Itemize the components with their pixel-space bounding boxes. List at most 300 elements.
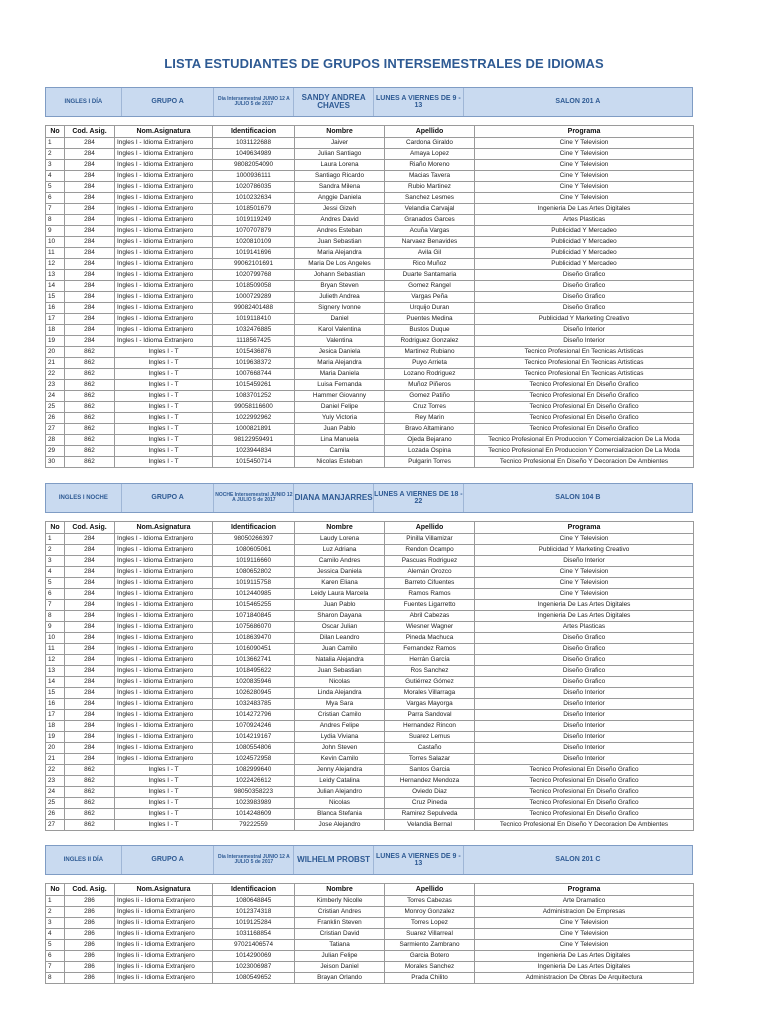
identificacion-cell: 1010232634: [213, 193, 295, 204]
programa-cell: Tecnico Profesional En Diseño Grafico: [475, 798, 694, 809]
identificacion-cell: 1031122688: [213, 138, 295, 149]
cod-asig-cell: 862: [65, 358, 115, 369]
identificacion-cell: 1014272796: [213, 710, 295, 721]
apellido-cell: Oviedo Diaz: [385, 787, 475, 798]
cod-asig-cell: 284: [65, 171, 115, 182]
programa-cell: Administracion De Obras De Arquitectura: [475, 973, 694, 984]
col-programa-header: Programa: [475, 884, 694, 896]
nombre-cell: Cristian David: [295, 929, 385, 940]
table-row: [46, 962, 694, 973]
identificacion-cell: 98050358223: [213, 787, 295, 798]
asignatura-cell: Ingles I - Idioma Extranjero: [115, 248, 213, 259]
identificacion-cell: 1019125284: [213, 918, 295, 929]
apellido-cell: Muñoz Piñeros: [385, 380, 475, 391]
identificacion-cell: 1015450714: [213, 457, 295, 468]
asignatura-cell: Ingles I - T: [115, 380, 213, 391]
asignatura-cell: Ingles I - Idioma Extranjero: [115, 138, 213, 149]
nombre-cell: Yuly Victoria: [295, 413, 385, 424]
apellido-cell: Parra Sandoval: [385, 710, 475, 721]
table-row: [46, 765, 694, 776]
table-row: [46, 710, 694, 721]
programa-cell: Publicidad Y Mercadeo: [475, 248, 694, 259]
row-number: 5: [46, 940, 65, 951]
cod-asig-cell: 284: [65, 182, 115, 193]
apellido-cell: Bravo Altamirano: [385, 424, 475, 435]
cod-asig-cell: 862: [65, 391, 115, 402]
asignatura-cell: Ingles I - T: [115, 809, 213, 820]
programa-cell: Ingenieria De Las Artes Digitales: [475, 962, 694, 973]
cod-asig-cell: 284: [65, 633, 115, 644]
asignatura-cell: Ingles I - Idioma Extranjero: [115, 589, 213, 600]
row-number: 21: [46, 754, 65, 765]
programa-cell: Tecnico Profesional En Diseño Grafico: [475, 776, 694, 787]
asignatura-cell: Ingles I - Idioma Extranjero: [115, 534, 213, 545]
asignatura-cell: Ingles I - T: [115, 820, 213, 831]
programa-cell: Publicidad Y Marketing Creativo: [475, 545, 694, 556]
programa-cell: Arte Dramatico: [475, 896, 694, 907]
cod-asig-cell: 284: [65, 666, 115, 677]
programa-cell: Tecnico Profesional En Diseño Grafico: [475, 424, 694, 435]
nombre-cell: Hammer Giovanny: [295, 391, 385, 402]
table-row: [46, 347, 694, 358]
nombre-cell: Jesica Daniela: [295, 347, 385, 358]
nombre-cell: Juan Camilo: [295, 644, 385, 655]
apellido-cell: Martinez Rubiano: [385, 347, 475, 358]
nombre-cell: Camilo Andres: [295, 556, 385, 567]
nombre-cell: Santiago Ricardo: [295, 171, 385, 182]
cod-asig-cell: 284: [65, 600, 115, 611]
cod-asig-cell: 862: [65, 457, 115, 468]
asignatura-cell: Ingles I - Idioma Extranjero: [115, 567, 213, 578]
cod-asig-cell: 286: [65, 951, 115, 962]
apellido-cell: Pascuas Rodriguez: [385, 556, 475, 567]
identificacion-cell: 1023944834: [213, 446, 295, 457]
asignatura-cell: Ingles I - Idioma Extranjero: [115, 633, 213, 644]
apellido-cell: Cruz Pineda: [385, 798, 475, 809]
identificacion-cell: 1080652802: [213, 567, 295, 578]
asignatura-cell: Ingles I - Idioma Extranjero: [115, 336, 213, 347]
nombre-cell: Dilan Leandro: [295, 633, 385, 644]
apellido-cell: Ramirez Sepulveda: [385, 809, 475, 820]
row-number: 6: [46, 589, 65, 600]
nombre-cell: Julian Alejandro: [295, 787, 385, 798]
asignatura-cell: Ingles Ii - Idioma Extranjero: [115, 973, 213, 984]
nombre-cell: Sandra Milena: [295, 182, 385, 193]
apellido-cell: Abril Cabezas: [385, 611, 475, 622]
cod-asig-cell: 284: [65, 149, 115, 160]
nombre-cell: Lydia Viviana: [295, 732, 385, 743]
cod-asig-cell: 862: [65, 765, 115, 776]
apellido-cell: Rico Muñoz: [385, 259, 475, 270]
nombre-cell: Luz Adriana: [295, 545, 385, 556]
cod-asig-cell: 286: [65, 940, 115, 951]
programa-cell: Cine Y Television: [475, 534, 694, 545]
col-cod-asig-header: Cod. Asig.: [65, 884, 115, 896]
table-row: [46, 940, 694, 951]
apellido-cell: Gomez Rangel: [385, 281, 475, 292]
nombre-cell: Natalia Alejandra: [295, 655, 385, 666]
nombre-cell: Leidy Laura Marcela: [295, 589, 385, 600]
programa-cell: Tecnico Profesional En Diseño Grafico: [475, 809, 694, 820]
identificacion-cell: 1118567425: [213, 336, 295, 347]
asignatura-cell: Ingles I - Idioma Extranjero: [115, 666, 213, 677]
identificacion-cell: 99058116600: [213, 402, 295, 413]
nombre-cell: Andres David: [295, 215, 385, 226]
asignatura-cell: Ingles I - Idioma Extranjero: [115, 193, 213, 204]
row-number: 9: [46, 226, 65, 237]
row-number: 4: [46, 567, 65, 578]
asignatura-cell: Ingles I - Idioma Extranjero: [115, 303, 213, 314]
group-level: INGLES II DÍA: [46, 846, 122, 874]
row-number: 8: [46, 973, 65, 984]
group-days: LUNES A VIERNES DE 9 - 13: [374, 88, 464, 116]
programa-cell: Tecnico Profesional En Diseño Y Decoracion De Ambientes: [475, 820, 694, 831]
students-table: [45, 521, 694, 831]
group-name: GRUPO A: [122, 484, 215, 512]
table-row: [46, 622, 694, 633]
table-row: [46, 303, 694, 314]
asignatura-cell: Ingles I - Idioma Extranjero: [115, 655, 213, 666]
programa-cell: Diseño Interior: [475, 710, 694, 721]
programa-cell: Diseño Grafico: [475, 281, 694, 292]
col-nom-asignatura-header: Nom.Asignatura: [115, 522, 213, 534]
identificacion-cell: 98122959491: [213, 435, 295, 446]
table-row: [46, 655, 694, 666]
table-row: [46, 325, 694, 336]
programa-cell: Cine Y Television: [475, 918, 694, 929]
table-row: [46, 281, 694, 292]
cod-asig-cell: 862: [65, 424, 115, 435]
programa-cell: Cine Y Television: [475, 182, 694, 193]
asignatura-cell: Ingles I - T: [115, 765, 213, 776]
row-number: 5: [46, 182, 65, 193]
apellido-cell: Cruz Torres: [385, 402, 475, 413]
apellido-cell: Torres Cabezas: [385, 896, 475, 907]
apellido-cell: Castaño: [385, 743, 475, 754]
nombre-cell: Andres Felipe: [295, 721, 385, 732]
table-header: [46, 126, 694, 138]
nombre-cell: Signery Ivonne: [295, 303, 385, 314]
table-row: [46, 149, 694, 160]
row-number: 18: [46, 721, 65, 732]
nombre-cell: Maria Alejandra: [295, 358, 385, 369]
asignatura-cell: Ingles I - Idioma Extranjero: [115, 622, 213, 633]
apellido-cell: Granados Garces: [385, 215, 475, 226]
apellido-cell: Suarez Villarreal: [385, 929, 475, 940]
table-row: [46, 314, 694, 325]
nombre-cell: Leidy Catalina: [295, 776, 385, 787]
group-level: INGLES I NOCHE: [46, 484, 122, 512]
asignatura-cell: Ingles I - T: [115, 413, 213, 424]
row-number: 25: [46, 402, 65, 413]
table-row: [46, 160, 694, 171]
table-row: [46, 732, 694, 743]
cod-asig-cell: 862: [65, 435, 115, 446]
identificacion-cell: 1007668744: [213, 369, 295, 380]
row-number: 2: [46, 545, 65, 556]
cod-asig-cell: 284: [65, 303, 115, 314]
identificacion-cell: 1015465255: [213, 600, 295, 611]
asignatura-cell: Ingles I - Idioma Extranjero: [115, 259, 213, 270]
apellido-cell: Acuña Vargas: [385, 226, 475, 237]
programa-cell: Cine Y Television: [475, 567, 694, 578]
identificacion-cell: 1018639470: [213, 633, 295, 644]
row-number: 27: [46, 424, 65, 435]
cod-asig-cell: 284: [65, 578, 115, 589]
nombre-cell: Daniel Felipe: [295, 402, 385, 413]
nombre-cell: Juan Sebastian: [295, 237, 385, 248]
table-row: [46, 754, 694, 765]
programa-cell: Tecnico Profesional En Produccion Y Comercializacion De La Moda: [475, 446, 694, 457]
nombre-cell: Luisa Fernanda: [295, 380, 385, 391]
row-number: 4: [46, 171, 65, 182]
nombre-cell: Anggie Daniela: [295, 193, 385, 204]
programa-cell: Tecnico Profesional En Tecnicas Artisticas: [475, 358, 694, 369]
group-days: LUNES A VIERNES DE 18 - 22: [374, 484, 464, 512]
programa-cell: Ingenieria De Las Artes Digitales: [475, 951, 694, 962]
programa-cell: Cine Y Television: [475, 589, 694, 600]
programa-cell: Diseño Grafico: [475, 633, 694, 644]
identificacion-cell: 1020799768: [213, 270, 295, 281]
table-row: [46, 171, 694, 182]
table-header: [46, 884, 694, 896]
table-header: [46, 522, 694, 534]
asignatura-cell: Ingles I - Idioma Extranjero: [115, 215, 213, 226]
table-row: [46, 820, 694, 831]
identificacion-cell: 98082054090: [213, 160, 295, 171]
programa-cell: Ingenieria De Las Artes Digitales: [475, 611, 694, 622]
nombre-cell: Johann Sebastian: [295, 270, 385, 281]
group-name: GRUPO A: [122, 88, 215, 116]
table-row: [46, 259, 694, 270]
cod-asig-cell: 284: [65, 721, 115, 732]
row-number: 6: [46, 951, 65, 962]
apellido-cell: Puyo Arrieta: [385, 358, 475, 369]
identificacion-cell: 1019141696: [213, 248, 295, 259]
apellido-cell: Wiesner Wagner: [385, 622, 475, 633]
asignatura-cell: Ingles I - Idioma Extranjero: [115, 149, 213, 160]
apellido-cell: Torres Lopez: [385, 918, 475, 929]
nombre-cell: Maria De Los Angeles: [295, 259, 385, 270]
col-programa-header: Programa: [475, 126, 694, 138]
nombre-cell: Jenny Alejandra: [295, 765, 385, 776]
row-number: 12: [46, 259, 65, 270]
row-number: 29: [46, 446, 65, 457]
programa-cell: Tecnico Profesional En Diseño Grafico: [475, 391, 694, 402]
programa-cell: Tecnico Profesional En Diseño Y Decoracion De Ambientes: [475, 457, 694, 468]
asignatura-cell: Ingles I - Idioma Extranjero: [115, 721, 213, 732]
apellido-cell: Cardona Giraldo: [385, 138, 475, 149]
programa-cell: Cine Y Television: [475, 940, 694, 951]
identificacion-cell: 1049634989: [213, 149, 295, 160]
row-number: 20: [46, 347, 65, 358]
col-apellido-header: Apellido: [385, 884, 475, 896]
nombre-cell: Daniel: [295, 314, 385, 325]
row-number: 2: [46, 907, 65, 918]
apellido-cell: Vargas Peña: [385, 292, 475, 303]
nombre-cell: Brayan Orlando: [295, 973, 385, 984]
table-row: [46, 336, 694, 347]
col-nombre-header: Nombre: [295, 522, 385, 534]
programa-cell: Diseño Grafico: [475, 303, 694, 314]
table-row: [46, 138, 694, 149]
row-number: 26: [46, 413, 65, 424]
identificacion-cell: 1020810109: [213, 237, 295, 248]
row-number: 3: [46, 160, 65, 171]
cod-asig-cell: 286: [65, 929, 115, 940]
apellido-cell: Duarte Santamaria: [385, 270, 475, 281]
programa-cell: Publicidad Y Mercadeo: [475, 226, 694, 237]
table-row: [46, 666, 694, 677]
row-number: 15: [46, 292, 65, 303]
asignatura-cell: Ingles Ii - Idioma Extranjero: [115, 896, 213, 907]
cod-asig-cell: 284: [65, 567, 115, 578]
col-nom-asignatura-header: Nom.Asignatura: [115, 126, 213, 138]
apellido-cell: Santos Garcia: [385, 765, 475, 776]
apellido-cell: Monroy Gonzalez: [385, 907, 475, 918]
apellido-cell: Pulgarin Torres: [385, 457, 475, 468]
asignatura-cell: Ingles I - T: [115, 798, 213, 809]
apellido-cell: Garcia Botero: [385, 951, 475, 962]
programa-cell: Cine Y Television: [475, 138, 694, 149]
table-body: [46, 534, 694, 831]
cod-asig-cell: 284: [65, 281, 115, 292]
apellido-cell: Prada Chilito: [385, 973, 475, 984]
identificacion-cell: 1071840845: [213, 611, 295, 622]
cod-asig-cell: 284: [65, 292, 115, 303]
programa-cell: Ingenieria De Las Artes Digitales: [475, 600, 694, 611]
identificacion-cell: 1014219167: [213, 732, 295, 743]
row-number: 3: [46, 918, 65, 929]
identificacion-cell: 1022426612: [213, 776, 295, 787]
asignatura-cell: Ingles I - Idioma Extranjero: [115, 732, 213, 743]
apellido-cell: Macias Tavera: [385, 171, 475, 182]
nombre-cell: Blanca Stefania: [295, 809, 385, 820]
apellido-cell: Puentes Medina: [385, 314, 475, 325]
row-number: 7: [46, 204, 65, 215]
table-row: [46, 534, 694, 545]
asignatura-cell: Ingles I - T: [115, 776, 213, 787]
apellido-cell: Rodriguez Gonzalez: [385, 336, 475, 347]
programa-cell: Publicidad Y Mercadeo: [475, 259, 694, 270]
table-row: [46, 611, 694, 622]
identificacion-cell: 1082999640: [213, 765, 295, 776]
row-number: 11: [46, 644, 65, 655]
col-programa-header: Programa: [475, 522, 694, 534]
row-number: 2: [46, 149, 65, 160]
identificacion-cell: 1080554806: [213, 743, 295, 754]
apellido-cell: Alemán Orozco: [385, 567, 475, 578]
asignatura-cell: Ingles I - T: [115, 424, 213, 435]
cod-asig-cell: 284: [65, 336, 115, 347]
table-row: [46, 435, 694, 446]
table-row: [46, 270, 694, 281]
apellido-cell: Pineda Machuca: [385, 633, 475, 644]
cod-asig-cell: 284: [65, 677, 115, 688]
table-row: [46, 556, 694, 567]
programa-cell: Diseño Grafico: [475, 677, 694, 688]
col-apellido-header: Apellido: [385, 522, 475, 534]
row-number: 17: [46, 710, 65, 721]
col-cod-asig-header: Cod. Asig.: [65, 126, 115, 138]
row-number: 7: [46, 600, 65, 611]
apellido-cell: Rey Marin: [385, 413, 475, 424]
cod-asig-cell: 284: [65, 556, 115, 567]
apellido-cell: Hernandez Rincon: [385, 721, 475, 732]
table-row: [46, 248, 694, 259]
apellido-cell: Lozano Rodriguez: [385, 369, 475, 380]
group-teacher: DIANA MANJARRES: [294, 484, 374, 512]
group-level: INGLES I DÍA: [46, 88, 122, 116]
cod-asig-cell: 284: [65, 699, 115, 710]
cod-asig-cell: 284: [65, 655, 115, 666]
programa-cell: Tecnico Profesional En Produccion Y Comercializacion De La Moda: [475, 435, 694, 446]
col-identificacion-header: Identificacion: [213, 884, 295, 896]
table-row: [46, 215, 694, 226]
table-row: [46, 973, 694, 984]
apellido-cell: Herrán García: [385, 655, 475, 666]
identificacion-cell: 99062101691: [213, 259, 295, 270]
table-row: [46, 699, 694, 710]
apellido-cell: Fuentes Ligarretto: [385, 600, 475, 611]
apellido-cell: Pinilla Villamizar: [385, 534, 475, 545]
asignatura-cell: Ingles I - T: [115, 369, 213, 380]
row-number: 13: [46, 666, 65, 677]
identificacion-cell: 1022992962: [213, 413, 295, 424]
table-row: [46, 809, 694, 820]
nombre-cell: Nicolas: [295, 798, 385, 809]
table-row: [46, 413, 694, 424]
asignatura-cell: Ingles I - Idioma Extranjero: [115, 754, 213, 765]
row-number: 10: [46, 633, 65, 644]
programa-cell: Tecnico Profesional En Diseño Grafico: [475, 787, 694, 798]
row-number: 27: [46, 820, 65, 831]
asignatura-cell: Ingles I - T: [115, 457, 213, 468]
identificacion-cell: 1024572958: [213, 754, 295, 765]
identificacion-cell: 1018501679: [213, 204, 295, 215]
row-number: 13: [46, 270, 65, 281]
cod-asig-cell: 284: [65, 611, 115, 622]
asignatura-cell: Ingles Ii - Idioma Extranjero: [115, 940, 213, 951]
nombre-cell: Jessi Gizeh: [295, 204, 385, 215]
group-room: SALON 104 B: [555, 494, 601, 502]
identificacion-cell: 1014248609: [213, 809, 295, 820]
cod-asig-cell: 284: [65, 754, 115, 765]
nombre-cell: Sharon Dayana: [295, 611, 385, 622]
programa-cell: Cine Y Television: [475, 929, 694, 940]
nombre-cell: Tatiana: [295, 940, 385, 951]
cod-asig-cell: 286: [65, 896, 115, 907]
programa-cell: Diseño Grafico: [475, 644, 694, 655]
row-number: 25: [46, 798, 65, 809]
cod-asig-cell: 284: [65, 534, 115, 545]
asignatura-cell: Ingles I - Idioma Extranjero: [115, 699, 213, 710]
table-row: [46, 896, 694, 907]
cod-asig-cell: 286: [65, 973, 115, 984]
nombre-cell: Franklin Steven: [295, 918, 385, 929]
nombre-cell: Linda Alejandra: [295, 688, 385, 699]
nombre-cell: Jaiver: [295, 138, 385, 149]
asignatura-cell: Ingles I - Idioma Extranjero: [115, 677, 213, 688]
asignatura-cell: Ingles I - Idioma Extranjero: [115, 611, 213, 622]
apellido-cell: Suarez Lemus: [385, 732, 475, 743]
nombre-cell: Oscar Julian: [295, 622, 385, 633]
group-block-ingles-ii-dia: [45, 845, 693, 984]
cod-asig-cell: 284: [65, 226, 115, 237]
row-number: 4: [46, 929, 65, 940]
programa-cell: Artes Plasticas: [475, 215, 694, 226]
apellido-cell: Gomez Patiño: [385, 391, 475, 402]
